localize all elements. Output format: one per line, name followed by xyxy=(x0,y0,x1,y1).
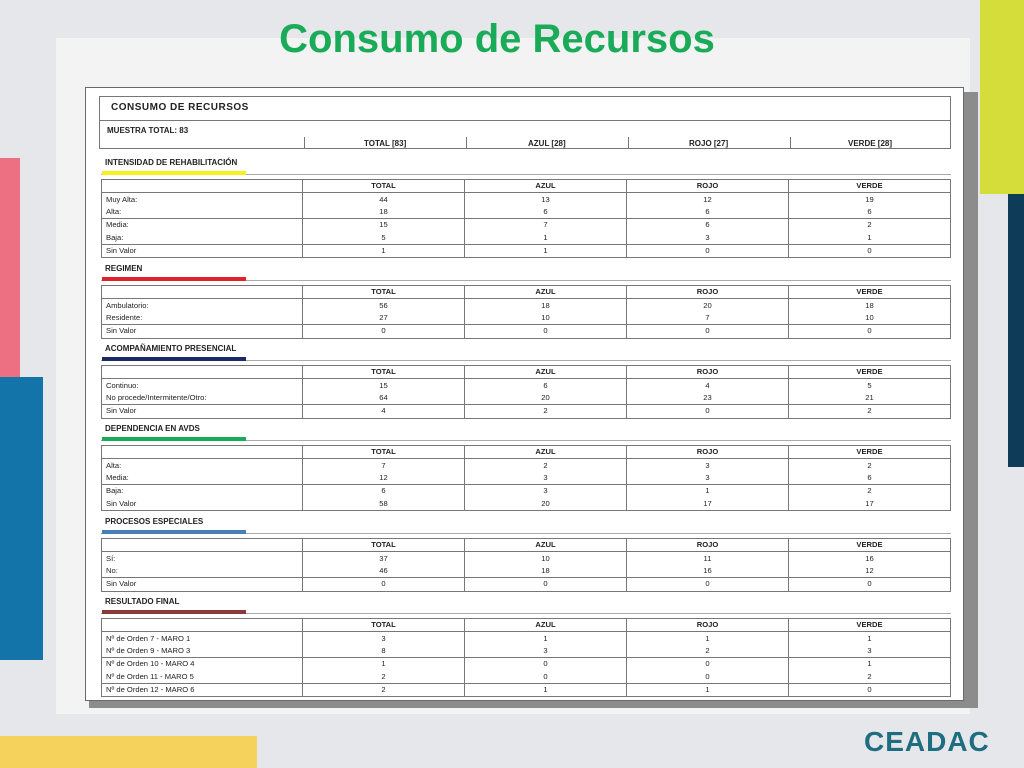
row-label: Baja: xyxy=(102,485,303,498)
section-table xyxy=(101,179,951,258)
value-cell: 0 xyxy=(627,658,789,671)
header-cell-empty xyxy=(102,286,303,299)
section-color-bar xyxy=(102,171,246,175)
value-cell: 1 xyxy=(627,632,789,645)
row-label: Nº de Orden 11 - MARO 5 xyxy=(106,671,194,681)
table-row xyxy=(102,683,951,696)
header-cell: TOTAL xyxy=(303,366,465,379)
header-cell: AZUL xyxy=(465,539,627,552)
header-cell: VERDE xyxy=(789,286,951,299)
value-cell: 4 xyxy=(627,379,789,392)
value-cell: 5 xyxy=(789,379,951,392)
row-label: Residente: xyxy=(106,312,143,322)
value-cell: 1 xyxy=(465,683,627,696)
value-cell: 11 xyxy=(627,552,789,565)
decor-yellow-bar xyxy=(0,736,257,768)
value-cell: 3 xyxy=(465,472,627,485)
value-cell: 1 xyxy=(789,232,951,245)
header-cell: AZUL xyxy=(465,180,627,193)
value-cell: 2 xyxy=(789,405,951,418)
value-cell: 8 xyxy=(303,645,465,658)
value-cell: 15 xyxy=(303,379,465,392)
row-label: Sin Valor xyxy=(106,498,137,508)
value-cell: 1 xyxy=(303,244,465,257)
row-label: Media: xyxy=(106,472,129,482)
value-cell: 0 xyxy=(627,244,789,257)
table-header-row xyxy=(102,619,951,632)
value-cell: 10 xyxy=(789,312,951,325)
header-cell: TOTAL xyxy=(303,286,465,299)
value-cell: 3 xyxy=(465,645,627,658)
section-table xyxy=(101,285,951,339)
table-row xyxy=(102,379,951,392)
value-cell: 3 xyxy=(627,232,789,245)
value-cell: 6 xyxy=(465,206,627,219)
value-cell: 0 xyxy=(627,578,789,591)
section-table xyxy=(101,365,951,419)
value-cell: 1 xyxy=(303,658,465,671)
table-row xyxy=(102,485,951,498)
section-title: DEPENDENCIA EN AVDS xyxy=(105,424,200,433)
document-title: CONSUMO DE RECURSOS xyxy=(99,96,951,120)
value-cell: 1 xyxy=(789,632,951,645)
row-label: Ambulatorio: xyxy=(106,300,149,310)
value-cell: 64 xyxy=(303,392,465,405)
table-row xyxy=(102,645,951,658)
document-image xyxy=(85,87,964,701)
section-color-bar xyxy=(102,610,246,614)
value-cell: 1 xyxy=(465,632,627,645)
value-cell: 44 xyxy=(303,193,465,206)
slide-title: Consumo de Recursos xyxy=(279,17,715,61)
row-label: Media: xyxy=(102,219,303,232)
table-header-row xyxy=(102,539,951,552)
header-cell: TOTAL xyxy=(303,180,465,193)
value-cell: 27 xyxy=(303,312,465,325)
value-cell: 10 xyxy=(465,312,627,325)
header-cell: VERDE xyxy=(789,180,951,193)
header-cell: AZUL xyxy=(465,286,627,299)
decor-pink-bar xyxy=(0,158,20,378)
sample-total-label: MUESTRA TOTAL: 83 xyxy=(107,126,189,135)
value-cell: 46 xyxy=(303,565,465,578)
value-cell: 0 xyxy=(627,325,789,338)
section-title: INTENSIDAD DE REHABILITACIÓN xyxy=(105,158,238,167)
summary-divider xyxy=(466,137,467,149)
section-color-bar xyxy=(102,277,246,281)
table-row xyxy=(102,632,951,645)
header-cell: AZUL xyxy=(465,446,627,459)
ceadac-logo: CEADAC xyxy=(864,726,990,757)
value-cell: 2 xyxy=(627,645,789,658)
row-label: Sin Valor xyxy=(102,244,303,257)
row-label: No: xyxy=(106,565,118,575)
value-cell: 6 xyxy=(789,206,951,219)
value-cell: 12 xyxy=(789,565,951,578)
section-color-bar xyxy=(102,357,246,361)
value-cell: 20 xyxy=(465,498,627,511)
section-title: ACOMPAÑAMIENTO PRESENCIAL xyxy=(105,344,237,353)
value-cell: 2 xyxy=(465,405,627,418)
value-cell: 0 xyxy=(303,578,465,591)
section-table xyxy=(101,445,951,511)
table-row xyxy=(102,392,951,405)
section-table xyxy=(101,538,951,592)
header-cell: ROJO xyxy=(627,286,789,299)
summary-header-verde: VERDE [28] xyxy=(848,139,893,148)
value-cell: 0 xyxy=(789,244,951,257)
value-cell: 1 xyxy=(789,658,951,671)
value-cell: 18 xyxy=(303,206,465,219)
section-table xyxy=(101,618,951,697)
header-cell: TOTAL xyxy=(303,619,465,632)
value-cell: 0 xyxy=(789,578,951,591)
row-label: Sin Valor xyxy=(102,405,303,418)
value-cell: 0 xyxy=(465,325,627,338)
value-cell: 13 xyxy=(465,193,627,206)
header-cell-empty xyxy=(102,539,303,552)
value-cell: 2 xyxy=(303,683,465,696)
value-cell: 3 xyxy=(627,459,789,472)
table-row xyxy=(102,219,951,232)
table-header-row xyxy=(102,180,951,193)
value-cell: 7 xyxy=(465,219,627,232)
value-cell: 2 xyxy=(789,671,951,684)
summary-divider xyxy=(790,137,791,149)
summary-divider xyxy=(628,137,629,149)
section-title: REGIMEN xyxy=(105,264,143,273)
value-cell: 21 xyxy=(789,392,951,405)
table-row xyxy=(102,552,951,565)
summary-header-azul: AZUL [28] xyxy=(528,139,566,148)
table-row xyxy=(102,459,951,472)
header-cell-empty xyxy=(102,446,303,459)
value-cell: 17 xyxy=(627,498,789,511)
value-cell: 2 xyxy=(789,485,951,498)
header-cell: ROJO xyxy=(627,180,789,193)
header-cell: AZUL xyxy=(465,366,627,379)
value-cell: 18 xyxy=(465,299,627,312)
table-row xyxy=(102,325,951,338)
value-cell: 19 xyxy=(789,193,951,206)
decor-blue-bar xyxy=(0,377,43,660)
value-cell: 2 xyxy=(789,459,951,472)
table-row xyxy=(102,658,951,671)
table-header-row xyxy=(102,446,951,459)
header-cell-empty xyxy=(102,366,303,379)
header-cell: ROJO xyxy=(627,366,789,379)
row-label: Alta: xyxy=(106,460,122,470)
row-label: No procede/Intermitente/Otro: xyxy=(106,392,207,402)
table-header-row xyxy=(102,286,951,299)
row-label: Baja: xyxy=(106,232,124,242)
value-cell: 58 xyxy=(303,498,465,511)
section-color-bar xyxy=(102,530,246,534)
value-cell: 6 xyxy=(627,206,789,219)
header-cell: TOTAL xyxy=(303,446,465,459)
value-cell: 2 xyxy=(789,219,951,232)
header-cell-empty xyxy=(102,619,303,632)
value-cell: 6 xyxy=(465,379,627,392)
value-cell: 3 xyxy=(789,645,951,658)
value-cell: 15 xyxy=(303,219,465,232)
value-cell: 2 xyxy=(465,459,627,472)
table-row xyxy=(102,671,951,684)
table-row xyxy=(102,232,951,245)
section-title: PROCESOS ESPECIALES xyxy=(105,517,204,526)
value-cell: 37 xyxy=(303,552,465,565)
table-row xyxy=(102,299,951,312)
value-cell: 5 xyxy=(303,232,465,245)
value-cell: 0 xyxy=(627,671,789,684)
summary-header-total: TOTAL [83] xyxy=(364,139,407,148)
value-cell: 1 xyxy=(627,683,789,696)
value-cell: 7 xyxy=(303,459,465,472)
value-cell: 1 xyxy=(627,485,789,498)
table-row xyxy=(102,472,951,485)
header-cell: ROJO xyxy=(627,619,789,632)
summary-divider xyxy=(304,137,305,149)
table-row xyxy=(102,565,951,578)
value-cell: 20 xyxy=(627,299,789,312)
summary-header-rojo: ROJO [27] xyxy=(689,139,729,148)
table-row xyxy=(102,244,951,257)
row-label: Nº de Orden 12 - MARO 6 xyxy=(102,683,303,696)
value-cell: 6 xyxy=(627,219,789,232)
value-cell: 0 xyxy=(627,405,789,418)
section-color-bar xyxy=(102,437,246,441)
value-cell: 0 xyxy=(465,671,627,684)
value-cell: 12 xyxy=(303,472,465,485)
value-cell: 6 xyxy=(303,485,465,498)
value-cell: 3 xyxy=(465,485,627,498)
value-cell: 1 xyxy=(465,232,627,245)
table-row xyxy=(102,405,951,418)
row-label: Alta: xyxy=(106,206,122,216)
table-row xyxy=(102,312,951,325)
header-cell: ROJO xyxy=(627,539,789,552)
value-cell: 56 xyxy=(303,299,465,312)
value-cell: 17 xyxy=(789,498,951,511)
value-cell: 10 xyxy=(465,552,627,565)
value-cell: 7 xyxy=(627,312,789,325)
value-cell: 16 xyxy=(789,552,951,565)
value-cell: 12 xyxy=(627,193,789,206)
header-cell: AZUL xyxy=(465,619,627,632)
table-row xyxy=(102,206,951,219)
table-row xyxy=(102,193,951,206)
header-cell: VERDE xyxy=(789,539,951,552)
table-header-row xyxy=(102,366,951,379)
section-title: RESULTADO FINAL xyxy=(105,597,180,606)
value-cell: 16 xyxy=(627,565,789,578)
value-cell: 0 xyxy=(789,683,951,696)
sample-summary xyxy=(99,120,951,149)
row-label: Continuo: xyxy=(106,380,139,390)
row-label: Muy Alta: xyxy=(106,194,138,204)
header-cell: VERDE xyxy=(789,619,951,632)
row-label: Nº de Orden 7 - MARO 1 xyxy=(106,633,191,643)
row-label: Sin Valor xyxy=(102,325,303,338)
header-cell: ROJO xyxy=(627,446,789,459)
row-label: Nº de Orden 10 - MARO 4 xyxy=(102,658,303,671)
value-cell: 0 xyxy=(303,325,465,338)
value-cell: 3 xyxy=(627,472,789,485)
row-label: Sí: xyxy=(106,553,116,563)
value-cell: 18 xyxy=(789,299,951,312)
header-cell: VERDE xyxy=(789,366,951,379)
header-cell-empty xyxy=(102,180,303,193)
value-cell: 2 xyxy=(303,671,465,684)
value-cell: 3 xyxy=(303,632,465,645)
value-cell: 0 xyxy=(465,658,627,671)
decor-navy-bar xyxy=(1008,194,1024,467)
header-cell: VERDE xyxy=(789,446,951,459)
value-cell: 0 xyxy=(789,325,951,338)
value-cell: 6 xyxy=(789,472,951,485)
value-cell: 23 xyxy=(627,392,789,405)
value-cell: 0 xyxy=(465,578,627,591)
header-cell: TOTAL xyxy=(303,539,465,552)
value-cell: 4 xyxy=(303,405,465,418)
row-label: Sin Valor xyxy=(102,578,303,591)
value-cell: 1 xyxy=(465,244,627,257)
value-cell: 18 xyxy=(465,565,627,578)
value-cell: 20 xyxy=(465,392,627,405)
table-row xyxy=(102,578,951,591)
table-row xyxy=(102,498,951,511)
row-label: Nº de Orden 9 - MARO 3 xyxy=(106,645,191,655)
